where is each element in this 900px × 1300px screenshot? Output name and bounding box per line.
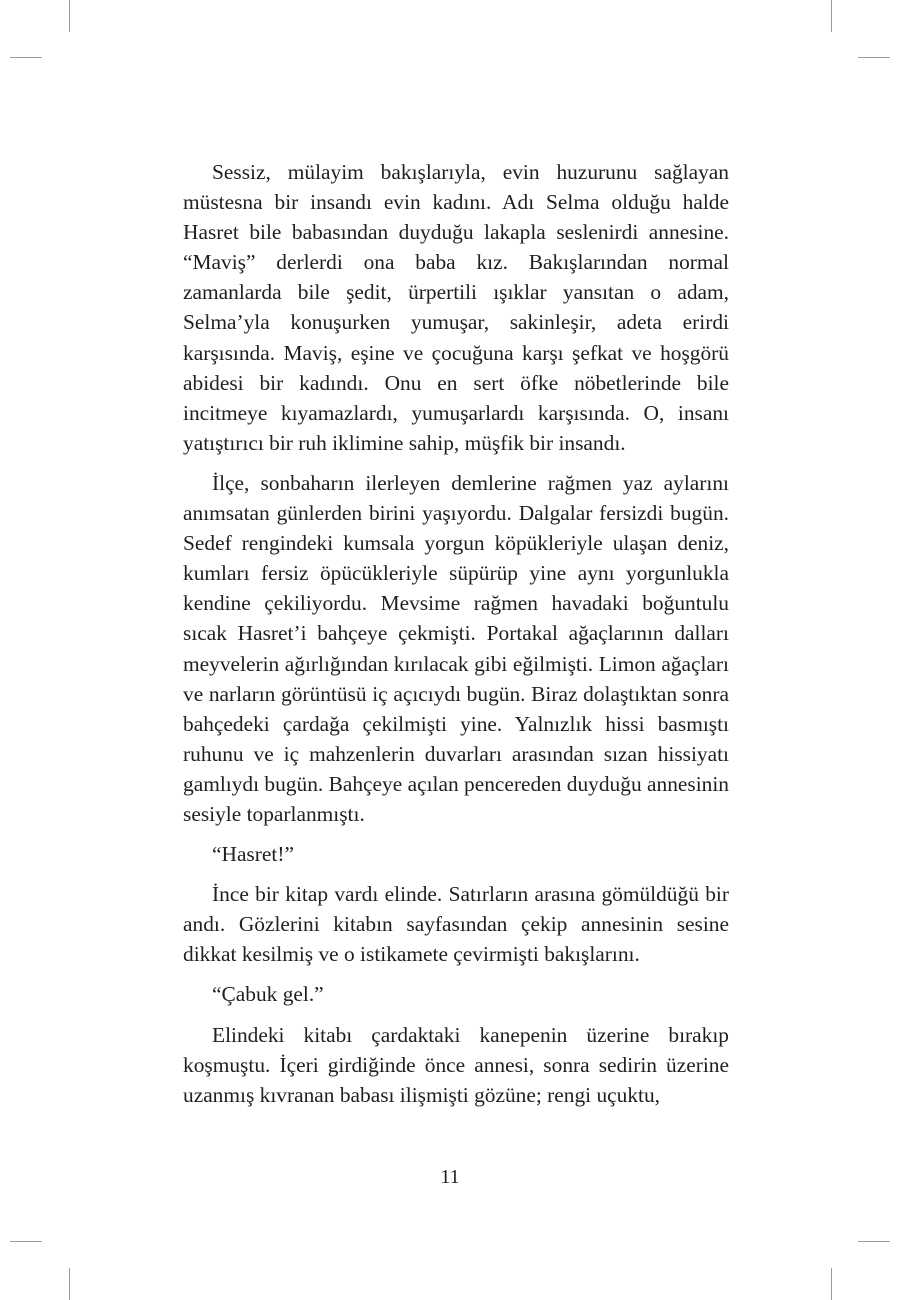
- dialogue-line: “Hasret!”: [212, 842, 294, 867]
- crop-mark-left-top: [10, 57, 42, 58]
- paragraph: Sessiz, mülayim bakışlarıyla, evin huzurunu sağlayan müstesna bir insandı evin kadını. Adı Selma olduğu halde Hasret bile babasından duyduğu lakapla seslenirdi annesine. “Maviş” derlerdi ona baba kız. Bakışlarından normal zamanlarda bile şedit, ürpertili ışıklar yansıtan o adam, Selma’yla konuşurken yumuşar, sakinleşir, adeta erirdi karşısında. Maviş, eşine ve çocuğuna karşı şefkat ve hoşgörü abidesi bir kadındı. Onu en sert öfke nöbetlerinde bile incitmeye kıyamazlardı, yumuşarlardı karşısında. O, insanı yatıştırıcı bir ruh iklimine sahip, müşfik bir insandı.: [183, 160, 729, 455]
- crop-mark-right-top: [858, 57, 890, 58]
- crop-mark-bottom-left: [69, 1268, 70, 1300]
- paragraph: İlçe, sonbaharın ilerleyen demlerine rağmen yaz aylarını anımsatan günlerden birini yaşıyordu. Dalgalar fersizdi bugün. Sedef rengindeki kumsala yorgun köpükleriyle ulaşan deniz, kumları fersiz öpücükleriyle süpürüp yine aynı yorgunlukla kendine çekiliyordu. Mevsime rağmen havadaki boğuntulu sıcak Hasret’i bahçeye çekmişti. Portakal ağaçlarının dalları meyvelerin ağırlığından kırılacak gibi eğilmişti. Limon ağaçları ve narların görüntüsü iç açıcıydı bugün. Biraz dolaştıktan sonra bahçedeki çardağa çekilmişti yine. Yalnızlık hissi basmıştı ruhunu ve iç mahzenlerin duvarları arasından sızan hissiyatı gamlıydı bugün. Bahçeye açılan pencereden duyduğu annesinin sesiyle toparlanmıştı.: [183, 470, 729, 826]
- body-text: [183, 157, 729, 1110]
- crop-mark-top-right: [831, 0, 832, 32]
- paragraph: Elindeki kitabı çardaktaki kanepenin üzerine bırakıp koşmuştu. İçeri girdiğinde önce annesi, sonra sedirin üzerine uzanmış kıvranan babası ilişmişti gözüne; rengi uçuktu,: [183, 1022, 729, 1107]
- crop-mark-bottom-right: [831, 1268, 832, 1300]
- dialogue-line: “Çabuk gel.”: [212, 982, 324, 1007]
- paragraph: İnce bir kitap vardı elinde. Satırların arasına gömüldüğü bir andı. Gözlerini kitabın sayfasından çekip annesinin sesine dikkat kesilmiş ve o istikamete çevirmişti bakışlarını.: [183, 882, 729, 967]
- crop-mark-left-bottom: [10, 1241, 42, 1242]
- crop-mark-top-left: [69, 0, 70, 32]
- crop-mark-right-bottom: [858, 1241, 890, 1242]
- page-number: 11: [440, 1166, 460, 1188]
